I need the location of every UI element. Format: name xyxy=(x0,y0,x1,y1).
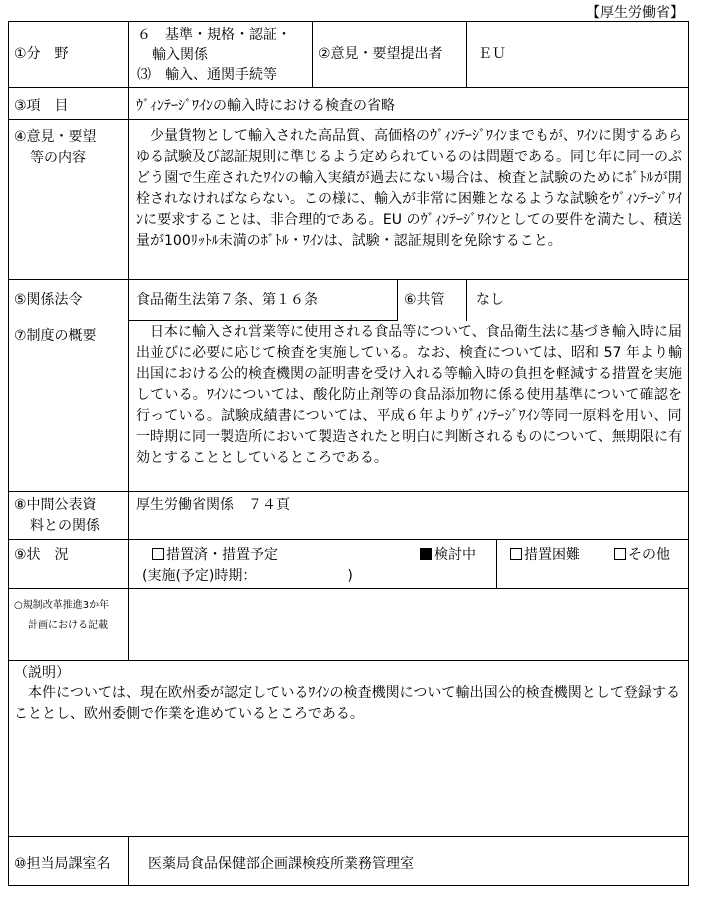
status-option-implemented xyxy=(152,544,278,564)
opinion-label-line2: 等の内容 xyxy=(30,150,86,166)
field-value-line2: 輸入関係 xyxy=(152,47,208,63)
opinion-label-line1: ④意見・要望 xyxy=(14,129,97,145)
status-option-label: 措置困難 xyxy=(524,547,580,563)
field-value-line1: ６ 基準・規格・認証・ xyxy=(137,27,291,43)
three-year-plan-label-line1: ○規制改革推進3か年 xyxy=(14,600,110,611)
column-divider xyxy=(397,279,398,321)
table-border-bottom xyxy=(8,885,689,886)
status-option-other xyxy=(614,544,670,564)
row-divider xyxy=(8,588,689,589)
checked-box-icon xyxy=(420,548,432,560)
field-value-line3: ⑶ 輸入、通関手続等 xyxy=(137,67,277,83)
unchecked-box-icon xyxy=(152,548,164,560)
interim-relation-label-line2: 料との関係 xyxy=(30,518,100,534)
row-divider xyxy=(128,320,397,321)
related-law-label: ⑤関係法令 xyxy=(14,292,83,308)
unchecked-box-icon xyxy=(614,548,626,560)
row-divider xyxy=(8,87,689,88)
joint-jurisdiction-label: ⑥共管 xyxy=(404,292,445,308)
ministry-label: 【厚生労働省】 xyxy=(586,5,684,21)
item-value: ｳﾞｨﾝﾃｰｼﾞﾜｲﾝの輸入時における検査の省略 xyxy=(136,98,395,114)
column-divider xyxy=(496,539,497,588)
explanation-heading: （説明） xyxy=(14,665,70,681)
label-column-divider xyxy=(128,21,129,660)
field-label: ①分 野 xyxy=(14,46,69,62)
item-label: ③項 目 xyxy=(14,98,69,114)
table-border-right xyxy=(688,21,689,886)
table-border-top xyxy=(8,21,689,22)
opinion-text: 少量貨物として輸入された高品質、高価格のｳﾞｨﾝﾃｰｼﾞﾜｲﾝまでもが、ﾜｲﾝに関するあらゆる試験及び認証規則に準じるよう定められているのは問題である。同じ年に同一のぶどう園で生産されたﾜｲﾝの輸入実績が過去にない場合は、検査と試験のためにﾎﾞﾄﾙが開栓されなければならない。この様に、輸入が非常に困難となるような試験をｳﾞｨﾝﾃｰｼﾞﾜｲﾝに要求することは、非合理的である。EU のｳﾞｨﾝﾃｰｼﾞﾜｲﾝとしての要件を満たし、積送量が100ﾘｯﾄﾙ未満のﾎﾞﾄﾙ・ﾜｲﾝは、試験・認証規則を免除すること。 xyxy=(136,128,682,249)
system-overview-label: ⑦制度の概要 xyxy=(14,328,97,344)
status-option-label: 検討中 xyxy=(434,547,476,563)
label-column-divider xyxy=(128,836,129,886)
department-label: ⑩担当局課室名 xyxy=(14,856,111,872)
row-divider xyxy=(8,660,689,661)
row-divider xyxy=(8,279,689,280)
department-value: 医薬局食品保健部企画課検疫所業務管理室 xyxy=(148,856,414,872)
status-label: ⑨状 況 xyxy=(14,547,69,563)
system-overview-text: 日本に輸入され営業等に使用される食品等について、食品衛生法に基づき輸入時に届出並びに必要に応じて検査を実施している。なお、検査については、昭和 57 年より輸出国における公的検査機関の証明書を受け入れる等輸入時の負担を軽減する措置を実施している。ﾜｲﾝについては、酸化防止剤等の食品添加物に係る使用基準について確認を行っている。試験成績書については、平成６年よりｳﾞｨﾝﾃｰｼﾞﾜｲﾝ等同一原料を用い、同一時期に同一製造所において製造されたと明白に判断されるものについて、無期限に有効とすることとしているところである。 xyxy=(136,324,682,466)
status-option-under-review xyxy=(420,544,476,564)
explanation-text: 本件については、現在欧州委が認定しているﾜｲﾝの検査機関について輸出国公的検査機関として登録することとし、欧州委側で作業を進めているところである。 xyxy=(14,685,680,722)
submitter-value: ＥＵ xyxy=(478,46,506,62)
column-divider xyxy=(312,21,313,87)
interim-relation-label-line1: ⑧中間公表資 xyxy=(14,497,97,513)
status-option-label: その他 xyxy=(628,547,670,563)
three-year-plan-label-line2: 計画における記載 xyxy=(28,620,108,631)
unchecked-box-icon xyxy=(510,548,522,560)
row-divider xyxy=(8,119,689,120)
column-divider xyxy=(466,279,467,321)
row-divider xyxy=(8,836,689,837)
interim-relation-value: 厚生労働省関係 ７４頁 xyxy=(136,497,290,513)
status-option-label: 措置済・措置予定 xyxy=(166,547,278,563)
submitter-label: ②意見・要望提出者 xyxy=(318,46,443,62)
row-divider xyxy=(8,539,689,540)
related-law-value: 食品衛生法第７条、第１６条 xyxy=(136,292,318,308)
row-divider xyxy=(8,491,689,492)
implementation-schedule: (実施(予定)時期： ) xyxy=(142,568,353,584)
joint-jurisdiction-value: なし xyxy=(476,292,504,308)
status-option-difficult xyxy=(510,544,580,564)
table-border-left xyxy=(8,21,9,886)
column-divider xyxy=(466,21,467,87)
